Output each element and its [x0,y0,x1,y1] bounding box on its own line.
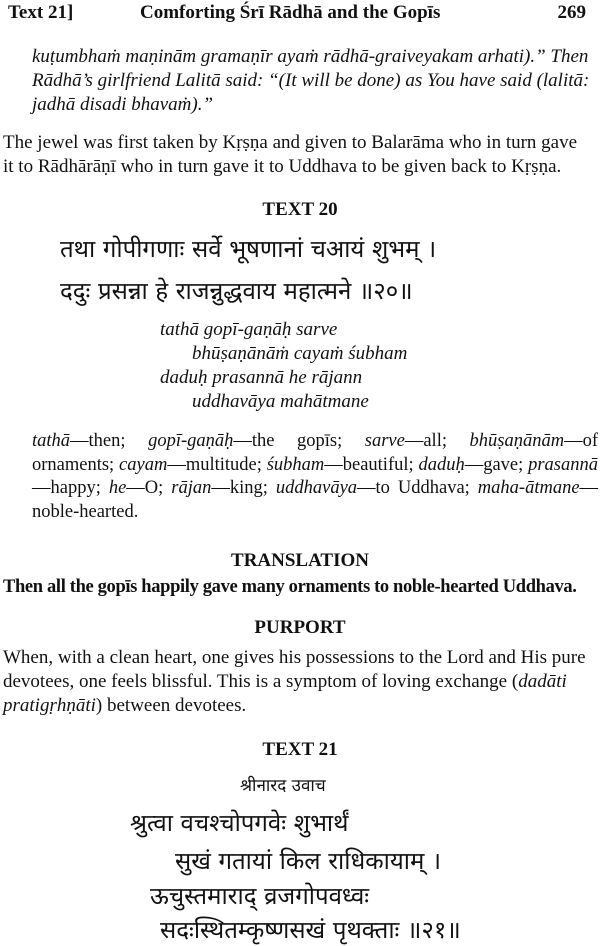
glossary-term: he [108,478,127,498]
text20-heading: TEXT 20 [262,199,338,220]
purport-line-2 [3,671,567,693]
text21-verse-line-4: सदःस्थितम्कृष्णसखं पृथक्ताः ॥२१॥ [160,916,461,944]
glossary-meaning: —beautiful; [324,454,419,475]
glossary-meaning: —noble-hearted. [32,478,599,522]
paragraph-line-1: The jewel was first taken by Kṛṣṇa and given to Balarāma who in turn gave [3,132,578,153]
glossary-meaning: —king; [211,478,276,498]
glossary-term: rājan [171,478,212,498]
text21-verse-line-3: ऊचुस्तमाराद् व्रजगोपवध्वः [150,882,370,910]
purport-heading: PURPORT [254,617,346,638]
purport-line-3 [3,695,246,717]
glossary-term: bhūṣaṇānām [469,431,565,451]
glossary-term: daduḥ [418,454,465,475]
text20-word-glossary [32,430,598,524]
glossary-term: śubham [266,454,325,475]
glossary-meaning: —happy; [32,478,109,498]
glossary-meaning: —gave; [464,454,529,475]
glossary-meaning: —O; [126,478,172,498]
text20-translit-line-3: daduḥ prasannā he rājann [160,367,363,388]
paragraph-line-2: it to Rādhārāṇī who in turn gave it to Uddhava to be given back to Kṛṣṇa. [3,156,562,177]
text21-heading: TEXT 21 [262,739,338,760]
glossary-meaning: —of ornaments; [32,431,598,475]
purport-line-1: When, with a clean heart, one gives his possessions to the Lord and His pure [3,647,586,668]
text21-verse-line-2: सुखं गतायां किल राधिकायाम् । [175,847,442,875]
text20-verse-line-2: ददुः प्रसन्ना हे राजन्नुद्धवाय महात्मने ॥२०॥ [60,277,413,305]
glossary-meaning: —all; [404,431,470,451]
purport-term-pratigrhnati: pratigṛhṇāti [3,695,96,716]
glossary-term: maha-ātmane [477,478,580,498]
text21-verse-line-1: श्रुत्वा वचश्चोपगवेः शुभार्थं [130,809,349,837]
glossary-term: tathā [32,431,71,451]
text20-translit-line-4: uddhavāya mahātmane [192,391,369,412]
translation-text: Then all the gopīs happily gave many ornaments to noble-hearted Uddhava. [3,577,577,597]
quote-line-3: jadhā disadi bhavaṁ).” [32,94,214,115]
running-header-left: Text 21] [8,2,74,23]
text20-verse-line-1: तथा गोपीगणाः सर्वे भूषणानां चआयं शुभम् । [60,235,437,263]
glossary-term: uddhavāya [275,478,358,498]
glossary-term: prasannā [528,454,598,475]
glossary-meaning: —then; [70,431,149,451]
glossary-term: gopī-gaṇāḥ [148,431,234,451]
quote-line-1: kuṭumbhaṁ maṇinām gramaṇīr ayaṁ rādhā-graiveyakam arhati).” Then [32,46,589,67]
glossary-meaning: —the gopīs; [233,431,365,451]
text20-translit-line-1: tathā gopī-gaṇāḥ sarve [160,319,338,340]
text21-speaker: श्रीनारद उवाच [240,776,326,796]
purport-term-dadati: dadāti [518,671,567,692]
purport-line-3-text: ) between devotees. [95,695,247,716]
page-number: 269 [557,2,586,23]
glossary-meaning: —multitude; [167,454,267,475]
translation-heading: TRANSLATION [231,550,369,571]
purport-line-2-text: devotees, one feels blissful. This is a symptom of loving exchange ( [3,671,519,692]
quote-line-2: Rādhā’s girlfriend Lalitā said: “(It will be done) as You have said (lalitā: [32,70,590,91]
running-header-title: Comforting Śrī Rādhā and the Gopīs [140,2,441,23]
glossary-term: cayam [119,454,168,475]
glossary-meaning: —to Uddhava; [357,478,478,498]
glossary-term: sarve [364,431,405,451]
text20-translit-line-2: bhūṣaṇānāṁ cayaṁ śubham [192,343,408,364]
